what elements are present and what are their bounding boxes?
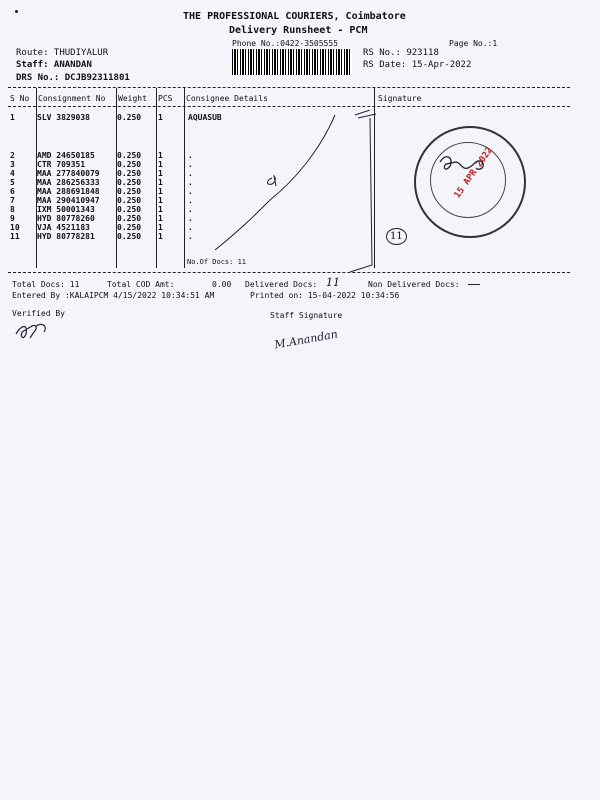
page-mark <box>15 10 18 13</box>
row-weight: 0.250 <box>117 151 142 160</box>
row-consignment: IXM 50001343 <box>37 205 95 214</box>
row-sno: 4 <box>10 169 15 178</box>
row-consignment: HYD 80778281 <box>37 232 95 241</box>
row-pcs: 1 <box>158 151 163 160</box>
row-weight: 0.250 <box>117 232 142 241</box>
col-divider <box>184 88 185 268</box>
total-cod-value: 0.00 <box>212 280 232 289</box>
total-cod-label: Total COD Amt: <box>107 280 175 289</box>
verified-signature <box>14 320 54 342</box>
non-delivered-dash <box>468 284 480 285</box>
row-pcs: 1 <box>158 178 163 187</box>
row-weight: 0.250 <box>117 113 142 122</box>
row-consignee: . <box>188 205 193 214</box>
col-signature: Signature <box>378 94 422 103</box>
row-weight: 0.250 <box>117 169 142 178</box>
entered-by: Entered By :KALAIPCM 4/15/2022 10:34:51 AM <box>12 291 215 300</box>
col-divider <box>156 88 157 268</box>
barcode <box>232 49 352 75</box>
row-sno: 10 <box>10 223 20 232</box>
staff-signature-hand: M.Anandan <box>273 327 339 352</box>
row-pcs: 1 <box>158 196 163 205</box>
row-consignee: . <box>188 223 193 232</box>
delivered-docs-hand: 11 <box>326 276 340 289</box>
runsheet-subtitle: Delivery Runsheet - PCM <box>229 25 368 36</box>
non-delivered-label: Non Delivered Docs: <box>368 280 460 289</box>
row-weight: 0.250 <box>117 196 142 205</box>
delivered-docs-label: Delivered Docs: <box>245 280 318 289</box>
row-consignment: HYD 80778260 <box>37 214 95 223</box>
row-sno: 5 <box>10 178 15 187</box>
row-sno: 1 <box>10 113 15 122</box>
staff-label: Staff: ANANDAN <box>16 60 92 70</box>
row-consignee: . <box>188 187 193 196</box>
row-pcs: 1 <box>158 160 163 169</box>
row-consignment: MAA 290410947 <box>37 196 100 205</box>
col-weight: Weight <box>118 94 147 103</box>
row-weight: 0.250 <box>117 214 142 223</box>
col-pcs: PCS <box>158 94 173 103</box>
col-sno: S No <box>10 94 30 103</box>
company-title: THE PROFESSIONAL COURIERS, Coimbatore <box>183 11 406 22</box>
row-pcs: 1 <box>158 113 163 122</box>
row-consignment: AMD 24650185 <box>37 151 95 160</box>
row-consignment: MAA 277840079 <box>37 169 100 178</box>
row-sno: 3 <box>10 160 15 169</box>
row-sno: 2 <box>10 151 15 160</box>
total-docs: Total Docs: 11 <box>12 280 80 289</box>
col-consignee: Consignee Details <box>186 94 268 103</box>
row-weight: 0.250 <box>117 223 142 232</box>
table-header-rule <box>8 106 570 107</box>
row-consignment: MAA 286256333 <box>37 178 100 187</box>
route-label: Route: THUDIYALUR <box>16 48 109 58</box>
col-consignment: Consignment No <box>38 94 106 103</box>
row-pcs: 1 <box>158 169 163 178</box>
verified-by: Verified By <box>12 309 65 318</box>
row-sno: 9 <box>10 214 15 223</box>
row-sno: 6 <box>10 187 15 196</box>
signature-scribble <box>200 110 390 280</box>
row-sno: 8 <box>10 205 15 214</box>
row-consignee: . <box>188 214 193 223</box>
row-sno: 7 <box>10 196 15 205</box>
row-consignment: MAA 288691848 <box>37 187 100 196</box>
row-pcs: 1 <box>158 187 163 196</box>
row-consignee: . <box>188 169 193 178</box>
row-consignee: . <box>188 196 193 205</box>
page-number: Page No.:1 <box>449 39 498 48</box>
row-weight: 0.250 <box>117 178 142 187</box>
row-consignee: . <box>188 151 193 160</box>
hand-number: 11 <box>386 228 407 245</box>
row-consignment: VJA 4521183 <box>37 223 90 232</box>
row-pcs: 1 <box>158 223 163 232</box>
row-weight: 0.250 <box>117 187 142 196</box>
row-weight: 0.250 <box>117 205 142 214</box>
row-sno: 11 <box>10 232 20 241</box>
stamp-date: 15 APR 2022 <box>452 145 495 201</box>
row-consignee: AQUASUB <box>188 113 222 122</box>
stamp-signature <box>436 146 496 176</box>
row-weight: 0.250 <box>117 160 142 169</box>
row-pcs: 1 <box>158 214 163 223</box>
row-consignment: CTR 709351 <box>37 160 86 169</box>
table-top-rule <box>8 87 570 88</box>
drs-number: DRS No.: DCJB92311801 <box>16 73 130 83</box>
row-pcs: 1 <box>158 205 163 214</box>
phone-number: Phone No.:0422-3505555 <box>232 39 338 48</box>
rs-number: RS No.: 923118 <box>363 48 439 58</box>
row-consignee: . <box>188 160 193 169</box>
row-consignee: . <box>188 232 193 241</box>
row-consignee: . <box>188 178 193 187</box>
printed-on: Printed on: 15-04-2022 10:34:56 <box>250 291 400 300</box>
rs-date: RS Date: 15-Apr-2022 <box>363 60 472 70</box>
no-of-docs: No.Of Docs: 11 <box>187 258 247 266</box>
row-consignment: SLV 3829038 <box>37 113 90 122</box>
row-pcs: 1 <box>158 232 163 241</box>
staff-signature-label: Staff Signature <box>270 311 343 320</box>
